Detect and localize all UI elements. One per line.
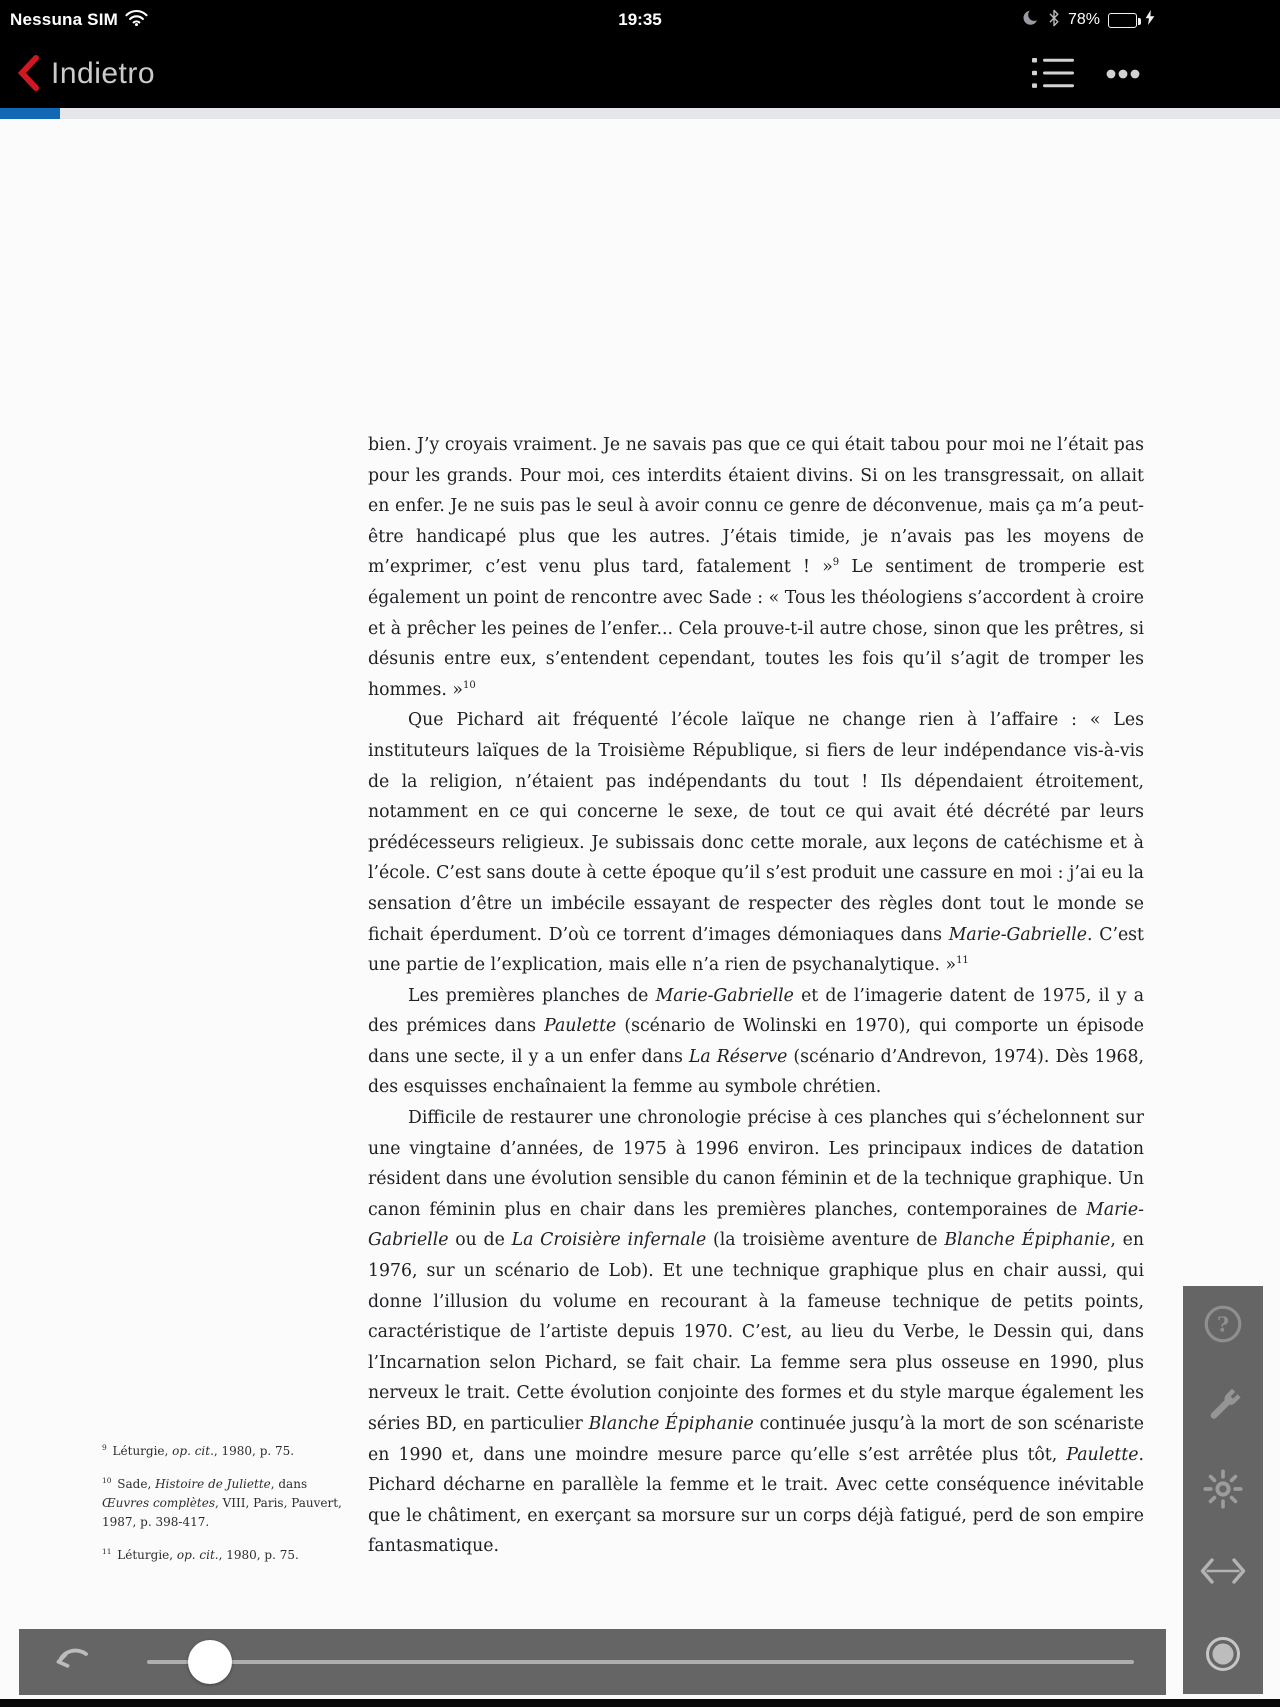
dnd-moon-icon [1023, 9, 1040, 31]
footnote-reference: 10 [462, 679, 476, 691]
wrench-icon [1201, 1384, 1245, 1431]
text-segment: . Pichard décharne en parallèle la femme et le trait. Avec cette conséquence inévitable que le châtiment, en exerçant sa morsure sur un corps déjà fatigué, perd de son empire fantasmatique. [368, 1444, 1144, 1557]
clock: 19:35 [618, 10, 662, 29]
footnote-marker: 10 [102, 1476, 112, 1485]
bluetooth-icon [1048, 9, 1060, 32]
text-segment: ou de [448, 1230, 512, 1251]
paragraph [368, 705, 1144, 980]
toc-button[interactable] [1032, 56, 1074, 93]
undo-navigation-button[interactable] [52, 1647, 92, 1680]
footnote [102, 1442, 342, 1461]
page-text [368, 430, 1144, 1562]
slider-track[interactable] [147, 1660, 1134, 1664]
text-segment: Paulette [1066, 1444, 1139, 1465]
toc-icon [1032, 56, 1074, 93]
text-segment: Histoire de Juliette [155, 1477, 271, 1491]
text-segment: bien. J’y croyais vraiment. Je ne savais pas que ce qui était tabou pour moi ne l’était pas pour les grands. Pour moi, ces interdits étaient divins. Si on les transgressait, on allait en enfer. Je ne suis pas le seul à avoir connu ce genre de déconvenue, mais ça m’a peut-être handicapé plus que les autres. J’étais timide, je n’avais pas les moyens de m’exprimer, c’est venu plus tard, fatalement ! » [368, 435, 1144, 578]
status-right [1023, 0, 1155, 40]
paragraph [368, 430, 1144, 705]
footnote [102, 1475, 342, 1532]
more-options-button[interactable] [1106, 67, 1140, 82]
carrier-label: Nessuna SIM [10, 10, 119, 29]
charging-bolt-icon [1145, 10, 1155, 30]
text-segment: . C’est une partie de l’explication, mais elle n’a rien de psychanalytique. » [368, 924, 1144, 976]
battery-nub [1138, 18, 1141, 25]
page-width-button[interactable] [1200, 1550, 1246, 1596]
text-segment: (scénario de Wolinski en 1970), qui comporte un épisode dans une secte, il y a un enfer dans [368, 1016, 1144, 1067]
text-segment: , VIII, Paris, Pauvert, 1987, p. 398-417. [102, 1496, 342, 1529]
side-toolbar [1183, 1286, 1263, 1694]
footnote-reference: 9 [832, 557, 840, 569]
reading-progress-bar [0, 108, 1280, 119]
text-segment: Œuvres complètes [102, 1496, 215, 1510]
paragraph [368, 981, 1144, 1103]
nav-bar [0, 40, 1280, 108]
record-circle-icon [1203, 1634, 1243, 1677]
nav-actions [1032, 40, 1140, 108]
text-segment: , dans [270, 1477, 308, 1491]
text-segment: Les premières planches de [408, 985, 656, 1006]
text-segment: (la troisième aventure de [706, 1230, 945, 1251]
text-segment: La Réserve [688, 1046, 788, 1067]
more-options-icon [1106, 67, 1140, 82]
book-page [0, 119, 1280, 1707]
slider-knob[interactable] [188, 1640, 232, 1684]
text-segment: Sade, [113, 1477, 156, 1491]
footnotes [102, 1442, 342, 1579]
progress-fill [0, 108, 60, 119]
text-segment: Léturgie, [113, 1548, 177, 1562]
text-segment: Blanche Épiphanie [588, 1414, 754, 1434]
text-segment: et de l’imagerie datent de 1975, il y a des prémices dans [368, 985, 1145, 1037]
page-slider[interactable] [147, 1629, 1134, 1695]
bottom-bar [19, 1629, 1166, 1695]
svg-text:?: ? [1216, 1310, 1230, 1336]
footnote-marker: 9 [102, 1443, 107, 1452]
status-bar [0, 0, 1280, 40]
help-icon [1201, 1302, 1245, 1349]
text-segment: Marie-Gabrielle [948, 924, 1088, 945]
text-segment: Marie-Gabrielle [368, 1199, 1144, 1251]
footnote [102, 1546, 342, 1565]
text-segment: , en 1976, sur un scénario de Lob). Et une technique graphique plus en chair aussi, qui donne l’illusion du volume en recourant à la fameuse technique de petits points, caractéristique de l’artiste depuis 1970. C’est, au lieu du Verbe, le Dessin qui, dans l’Incarnation selon Pichard, se fait chair. La femme sera plus osseuse en 1990, plus nerveux le trait. Cette évolution conjointe des formes et du style marque également les séries BD, en particulier [368, 1230, 1144, 1434]
bottom-black-strip [0, 1699, 1280, 1707]
settings-button[interactable] [1200, 1385, 1246, 1431]
text-segment: Le sentiment de tromperie est également un point de rencontre avec Sade : « Tous les théologiens s’accordent à croire et à prêcher les peines de l’enfer... Cela prouve-t-il autre chose, sinon que les prêtres, si désunis entre eux, s’entendent cependant, toutes les fois qu’il s’agit de tromper les hommes. » [368, 557, 1144, 700]
text-segment: , 1980, p. 75. [218, 1548, 299, 1562]
brightness-icon [1201, 1467, 1245, 1514]
brightness-button[interactable] [1200, 1467, 1246, 1513]
text-segment: Blanche Épiphanie [944, 1230, 1111, 1251]
resize-horizontal-icon [1200, 1557, 1246, 1588]
text-segment: Paulette [544, 1016, 617, 1037]
text-segment: continuée jusqu’à la mort de son scénariste en 1990 et, dans une moindre mesure parce qu’elle s’est arrêtée plus tôt, [368, 1414, 1145, 1465]
battery-icon [1108, 13, 1137, 28]
display-mode-button[interactable] [1200, 1632, 1246, 1678]
undo-icon [52, 1665, 92, 1680]
back-button[interactable] [16, 40, 155, 108]
text-segment: Que Pichard ait fréquenté l’école laïque ne change rien à l’affaire : « Les instituteurs laïques de la Troisième République, si fiers de leur indépendance vis-à-vis de la religion, n’étaient pas indépendants du tout ! Ils dépendaient étroitement, notamment en ce qui concerne le sexe, de tout ce qui avait été décrété par leurs prédécesseurs religieux. Je subissais donc cette morale, aux leçons de catéchisme et à l’école. C’est sans doute à cette époque qu’il s’est produit une cassure en moi : j’ai eu la sensation d’être un imbécile essayant de respecter des règles dont tout le monde se fichait éperdument. D’où ce torrent d’images démoniaques dans [368, 710, 1144, 945]
back-chevron-icon [16, 55, 40, 94]
text-segment: op. cit. [172, 1444, 214, 1458]
battery-percent: 78% [1067, 11, 1100, 28]
text-segment: Marie-Gabrielle [655, 985, 794, 1006]
top-chrome [0, 0, 1280, 108]
text-segment: Léturgie, [108, 1444, 173, 1458]
text-segment: La Croisière infernale [511, 1230, 707, 1251]
text-segment: op. cit. [176, 1548, 219, 1562]
footnote-marker: 11 [102, 1547, 112, 1556]
text-segment: (scénario d’Andrevon, 1974). Dès 1968, des esquisses enchaînaient la femme au symbole chrétien. [368, 1046, 1144, 1098]
back-label: Indietro [51, 57, 156, 90]
text-segment: Difficile de restaurer une chronologie précise à ces planches qui s’échelonnent sur une vingtaine d’années, de 1975 à 1996 environ. Les principaux indices de datation résident dans une évolution sensible du canon féminin et de la technique graphique. Un canon féminin plus en chair dans les premières planches, contemporaines de [368, 1108, 1144, 1220]
text-segment: , 1980, p. 75. [213, 1444, 295, 1458]
paragraph [368, 1103, 1144, 1562]
help-button[interactable] [1200, 1302, 1246, 1348]
footnote-reference: 11 [956, 955, 969, 967]
